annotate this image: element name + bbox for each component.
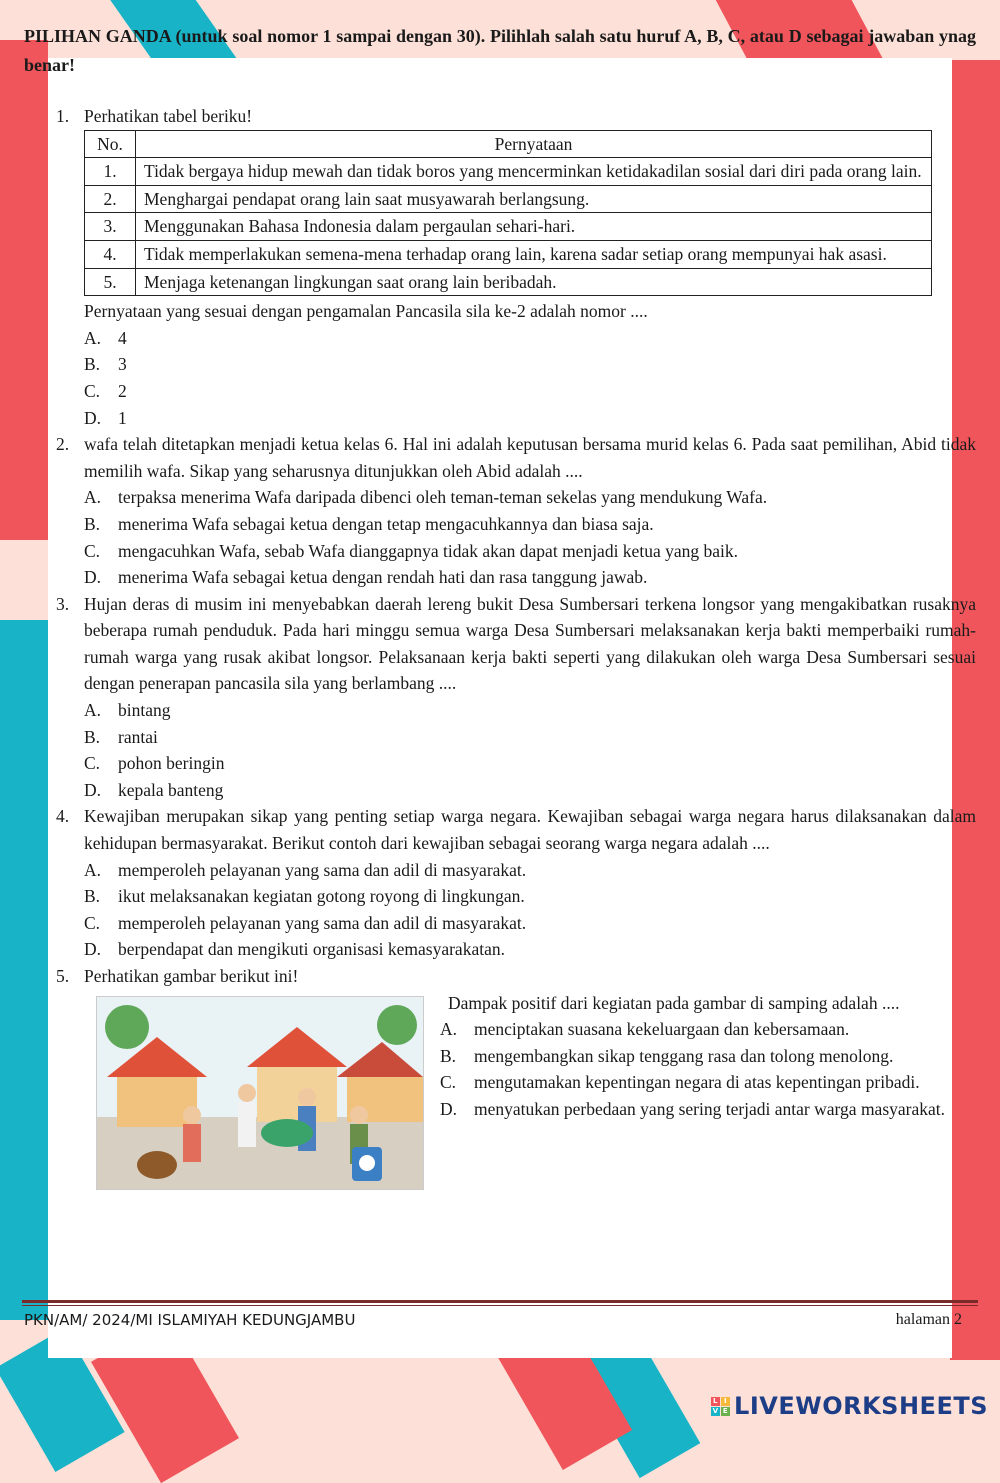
logo-letter: I [721, 1397, 730, 1406]
option-text: berpendapat dan mengikuti organisasi kemasyarakatan. [118, 939, 505, 960]
logo-letter: V [712, 1406, 719, 1415]
table-cell-no: 1. [85, 158, 136, 186]
table-cell-statement: Menjaga ketenangan lingkungan saat orang lain beribadah. [136, 268, 932, 296]
option-text: memperoleh pelayanan yang sama dan adil di masyarakat. [118, 912, 527, 933]
table-header-no: No. [85, 130, 136, 158]
question-5-body [56, 990, 976, 1202]
footer-page-number: halaman 2 [895, 1311, 962, 1328]
option-label: D. [84, 407, 102, 428]
question-5 [56, 963, 976, 1202]
option-label: A. [84, 327, 102, 348]
option-label: A. [84, 700, 102, 721]
option-text: 1 [118, 407, 127, 428]
footer-divider [22, 1300, 978, 1303]
option-label: B. [84, 886, 101, 907]
option-b[interactable] [84, 724, 976, 751]
option-text: kepala banteng [118, 779, 224, 800]
table-cell-no: 5. [85, 268, 136, 296]
logo-letter: E [722, 1406, 729, 1415]
option-d[interactable] [84, 936, 976, 963]
footer-course-code: PKN/AM/ 2024/MI ISLAMIYAH KEDUNGJAMBU [24, 1311, 356, 1329]
statement-table [84, 130, 932, 297]
option-label: A. [440, 1019, 458, 1040]
option-label: A. [84, 487, 102, 508]
option-label: D. [84, 779, 102, 800]
option-b[interactable] [84, 883, 976, 910]
table-header-statement: Pernyataan [136, 130, 932, 158]
table-cell-statement: Menghargai pendapat orang lain saat musyawarah berlangsung. [136, 185, 932, 213]
table-cell-statement: Menggunakan Bahasa Indonesia dalam pergaulan sehari-hari. [136, 213, 932, 241]
table-cell-no: 2. [85, 185, 136, 213]
option-text: memperoleh pelayanan yang sama dan adil di masyarakat. [118, 859, 527, 880]
question-2 [56, 431, 976, 591]
option-text: menyatukan perbedaan yang sering terjadi antar warga masyarakat. [474, 1098, 945, 1119]
option-text: menerima Wafa sebagai ketua dengan tetap mengacuhkannya dan biasa saja. [118, 513, 654, 534]
option-text: mengacuhkan Wafa, sebab Wafa dianggapnya tidak akan dapat menjadi ketua yang baik. [118, 540, 738, 561]
bg-stripe-red-top-left [0, 40, 48, 540]
option-list [84, 697, 976, 803]
option-b[interactable] [84, 351, 976, 378]
question-1 [56, 103, 976, 431]
question-4 [56, 803, 976, 963]
liveworksheets-brand[interactable] [711, 1392, 988, 1420]
option-a[interactable] [84, 484, 976, 511]
table-row [85, 213, 932, 241]
footer-divider-thin [22, 1305, 978, 1306]
option-a[interactable] [84, 857, 976, 884]
question-list [56, 103, 976, 1202]
option-text: mengutamakan kepentingan negara di atas kepentingan pribadi. [474, 1072, 920, 1093]
option-a[interactable] [440, 1016, 965, 1043]
option-label: D. [84, 567, 102, 588]
option-label: B. [84, 513, 101, 534]
option-text: 4 [118, 327, 127, 348]
option-d[interactable] [84, 564, 976, 591]
option-text: bintang [118, 700, 171, 721]
option-list [440, 1016, 965, 1122]
option-d[interactable] [84, 777, 976, 804]
option-text: 3 [118, 354, 127, 375]
option-text: menciptakan suasana kekeluargaan dan kebersamaan. [474, 1019, 850, 1040]
bg-stripe-teal-left [0, 620, 48, 1320]
option-text: rantai [118, 726, 158, 747]
logo-letter: L [711, 1397, 720, 1406]
question-number: 2. [56, 434, 70, 455]
option-label: A. [84, 859, 102, 880]
question-text: Dampak positif dari kegiatan pada gambar di samping adalah .... [448, 992, 900, 1013]
question-text: Pernyataan yang sesuai dengan pengamalan Pancasila sila ke-2 adalah nomor .... [84, 301, 648, 322]
option-c[interactable] [84, 378, 976, 405]
option-label: C. [84, 753, 101, 774]
table-header-row [85, 130, 932, 158]
question-5-text-block [440, 990, 965, 1123]
table-cell-statement: Tidak bergaya hidup mewah dan tidak boros yang mencerminkan ketidakadilan sosial dari diri pada orang lain. [136, 158, 932, 186]
option-label: D. [440, 1098, 458, 1119]
option-c[interactable] [84, 910, 976, 937]
option-label: C. [84, 380, 101, 401]
option-list [84, 325, 976, 431]
brand-name: LIVEWORKSHEETS [734, 1392, 988, 1420]
question-text: Kewajiban merupakan sikap yang penting setiap warga negara. Kewajiban sebagai warga negara harus dilaksanakan dalam kehidupan bermasyarakat. Berikut contoh dari kewajiban sebagai seorang warga negara adalah .... [84, 806, 976, 854]
option-a[interactable] [84, 325, 976, 352]
question-intro: Perhatikan tabel beriku! [84, 106, 253, 126]
option-label: B. [440, 1045, 457, 1066]
option-label: C. [440, 1072, 457, 1093]
community-cleanup-illustration [96, 996, 424, 1190]
option-b[interactable] [84, 511, 976, 538]
option-a[interactable] [84, 697, 976, 724]
question-number: 5. [56, 966, 70, 986]
option-label: D. [84, 939, 102, 960]
option-c[interactable] [440, 1069, 965, 1096]
option-text: pohon beringin [118, 753, 225, 774]
option-list [84, 484, 976, 590]
option-d[interactable] [84, 405, 976, 432]
option-c[interactable] [84, 538, 976, 565]
liveworksheets-logo-icon [711, 1397, 730, 1416]
option-text: menerima Wafa sebagai ketua dengan rendah hati dan rasa tanggung jawab. [118, 567, 648, 588]
option-label: C. [84, 912, 101, 933]
table-row [85, 268, 932, 296]
table-cell-no: 4. [85, 240, 136, 268]
option-label: B. [84, 354, 101, 375]
table-cell-statement: Tidak memperlakukan semena-mena terhadap orang lain, karena sadar setiap orang mempunyai hak asasi. [136, 240, 932, 268]
option-list [84, 857, 976, 963]
option-text: 2 [118, 380, 127, 401]
question-text: Hujan deras di musim ini menyebabkan daerah lereng bukit Desa Sumbersari terkena longsor yang mengakibatkan rusaknya beberapa rumah penduduk. Pada hari minggu semua warga Desa Sumbersari melaksanakan kerja bakti memperbaiki rumah- rumah warga yang rusak akibat longsor. Pelaksanaan kerja bakti seperti yang dilakukan oleh warga Desa Sumbersari sesuai dengan penerapan pancasila sila yang berlambang .... [84, 593, 976, 694]
option-d[interactable] [440, 1096, 965, 1123]
question-number: 4. [56, 806, 70, 827]
option-c[interactable] [84, 750, 976, 777]
option-label: C. [84, 540, 101, 561]
question-number: 1. [56, 106, 70, 126]
option-text: ikut melaksanakan kegiatan gotong royong di lingkungan. [118, 886, 525, 907]
table-row [85, 158, 932, 186]
question-intro: Perhatikan gambar berikut ini! [84, 966, 299, 986]
question-3 [56, 591, 976, 804]
table-row [85, 240, 932, 268]
question-number: 3. [56, 593, 70, 614]
option-text: terpaksa menerima Wafa daripada dibenci oleh teman-teman sekelas yang mendukung Wafa. [118, 487, 768, 508]
option-text: mengembangkan sikap tenggang rasa dan tolong menolong. [474, 1045, 894, 1066]
table-row [85, 185, 932, 213]
table-cell-no: 3. [85, 213, 136, 241]
option-b[interactable] [440, 1043, 965, 1070]
question-text: wafa telah ditetapkan menjadi ketua kelas 6. Hal ini adalah keputusan bersama murid kelas 6. Pada saat pemilihan, Abid tidak memilih wafa. Sikap yang seharusnya ditunjukkan oleh Abid adalah .... [84, 434, 976, 481]
option-label: B. [84, 726, 101, 747]
instruction-heading: PILIHAN GANDA (untuk soal nomor 1 sampai dengan 30). Pilihlah salah satu huruf A, B, C, atau D sebagai jawaban ynag benar! [24, 26, 976, 75]
